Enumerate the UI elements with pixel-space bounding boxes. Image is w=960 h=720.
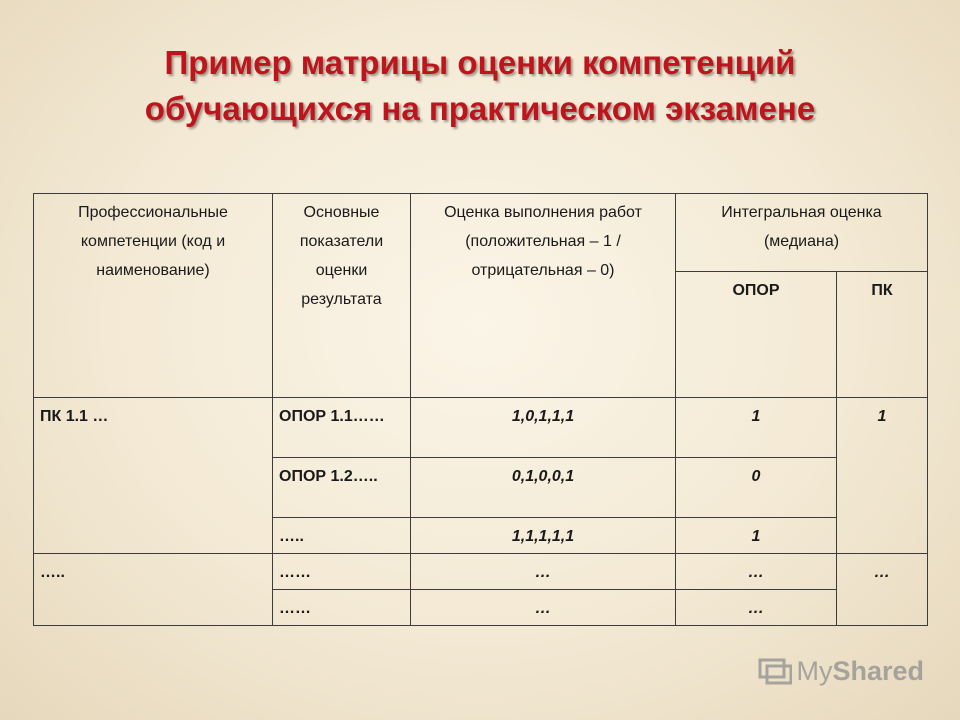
cell-opor: …… [273,590,411,626]
cell-marks: … [411,554,676,590]
cell-marks: 0,1,0,0,1 [411,458,676,518]
table-row [34,554,928,590]
watermark-brand: MyShared [796,656,924,686]
cell-opor-median: 1 [676,518,837,554]
cell-marks: 1,0,1,1,1 [411,398,676,458]
header-indicators: Основные показатели оценки результата [273,194,411,398]
cell-pk-code: ПК 1.1 … [34,398,273,554]
cell-opor: ….. [273,518,411,554]
cell-opor: ОПОР 1.1…… [273,398,411,458]
cell-opor-median: … [676,590,837,626]
presentation-icon [758,657,792,687]
slide-title-line-1: Пример матрицы оценки компетенций [164,44,796,81]
cell-marks: … [411,590,676,626]
cell-pk-code: ….. [34,554,273,626]
cell-pk-median: 1 [837,398,928,554]
cell-opor-median: … [676,554,837,590]
slide-title [0,40,960,132]
cell-marks: 1,1,1,1,1 [411,518,676,554]
competency-matrix-table [33,193,928,626]
cell-opor: ОПОР 1.2….. [273,458,411,518]
cell-opor-median: 0 [676,458,837,518]
slide-title-line-2: обучающихся на практическом экзамене [144,90,816,127]
header-pk: ПК [837,272,928,398]
myshared-watermark [758,656,924,687]
cell-pk-median: … [837,554,928,626]
table-row [34,398,928,458]
header-competencies: Профессиональные компетенции (код и наименование) [34,194,273,398]
cell-opor-median: 1 [676,398,837,458]
header-opor: ОПОР [676,272,837,398]
header-integral-assessment: Интегральная оценка (медиана) [676,194,928,272]
cell-opor: …… [273,554,411,590]
header-work-assessment: Оценка выполнения работ (положительная – 1 / отрицательная – 0) [411,194,676,398]
